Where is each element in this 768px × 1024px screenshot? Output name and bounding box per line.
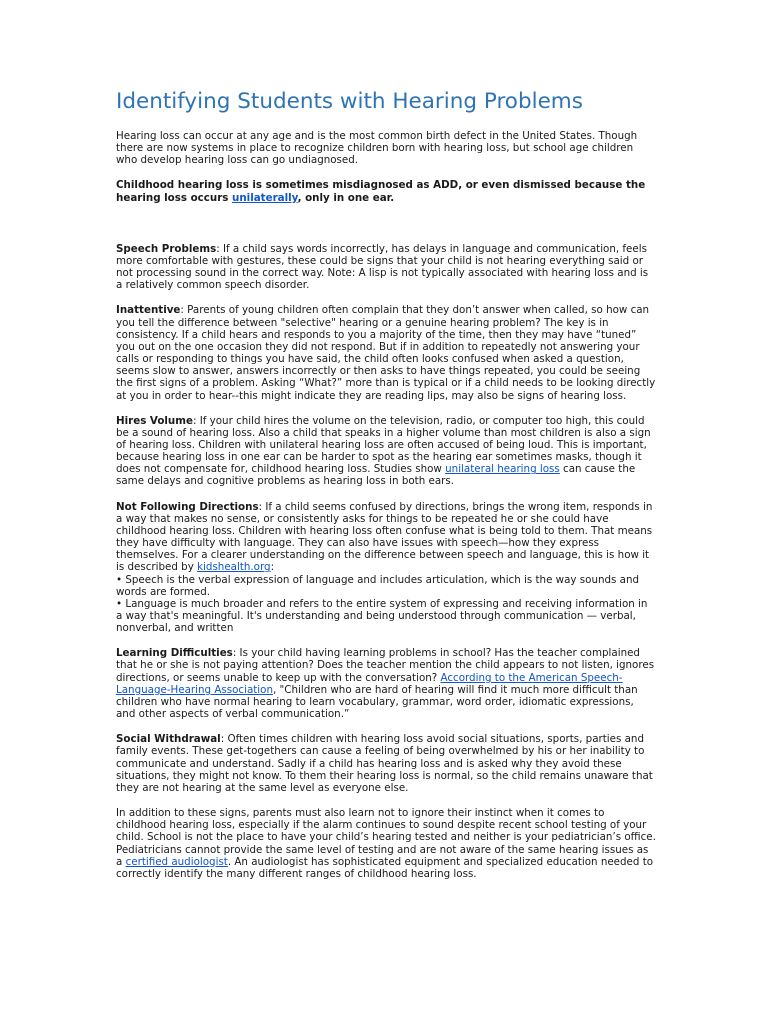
inattentive-paragraph: [116, 304, 656, 401]
hires-volume-text: : If your child hires the volume on the television, radio, or computer too high, this could be a sound of hearing loss. Also a child that speaks in a higher volume than most children is also a sign of hearing loss. Children with unilateral hearing loss are often accused of being loud. This is important, because hearing loss in one ear can be harder to spot as the hearing ear sometimes masks, though it does not compensate for, childhood hearing loss. Studies show: [116, 414, 651, 476]
hires-volume-label: Hires Volume: [116, 414, 193, 427]
speech-problems-paragraph: [116, 243, 656, 292]
hires-volume-paragraph: [116, 415, 656, 488]
social-withdrawal-text: : Often times children with hearing loss avoid social situations, sports, parties and family events. These get-togethers can cause a feeling of being overwhelmed by his or her inability to communicate and understand. Sadly if a child has hearing loss and is asked why they avoid these situations, they might not know. To them their hearing loss is normal, so the child remains unaware that they are not hearing at the same level as everyone else.: [116, 733, 653, 794]
speech-problems-text: : If a child says words incorrectly, has delays in language and communication, feels more comfortable with gestures, these could be signs that your child is not hearing everything said or not processing sound in the correct way. Note: A lisp is not typically associated with hearing loss and is a relatively common speech disorder.: [116, 242, 649, 292]
kidshealth-link[interactable]: kidshealth.org: [197, 561, 271, 574]
not-following-directions-paragraph: [116, 501, 656, 635]
learning-difficulties-label: Learning Difficulties: [116, 647, 233, 660]
unilaterally-link[interactable]: unilaterally: [232, 191, 298, 204]
learning-difficulties-quote: , "Children who are hard of hearing will find it much more difficult than children who have normal hearing to learn vocabulary, grammar, word order, idiomatic expressions, and other aspects of verbal communication.”: [116, 683, 638, 721]
closing-text-end: . An audiologist has sophisticated equipment and specialized education needed to correctly identify the many different ranges of childhood hearing loss.: [116, 855, 654, 880]
inattentive-label: Inattentive: [116, 304, 181, 317]
certified-audiologist-link[interactable]: certified audiologist: [125, 855, 228, 868]
intro-paragraph: Hearing loss can occur at any age and is the most common birth defect in the United States. Though there are now systems in place to recognize children born with hearing loss, but school age children who develop hearing loss can go undiagnosed.: [116, 130, 638, 167]
not-following-directions-colon: :: [270, 561, 275, 574]
closing-paragraph: [116, 807, 656, 880]
language-definition-bullet: • Language is much broader and refers to the entire system of expressing and receiving information in a way that's meaningful. It's understanding and being understood through communication — verbal, nonverbal, and written: [116, 597, 648, 635]
learning-difficulties-text: : Is your child having learning problems in school? Has the teacher complained that he or she is not paying attention? Does the teacher mention the child appears to not listen, ignores directions, or seems unable to keep up with the conversation?: [116, 647, 655, 684]
inattentive-text: : Parents of young children often complain that they don’t answer when called, so how can you tell the difference between "selective" hearing or a genuine hearing problem? The key is in consistency. If a child hears and responds to you a majority of the time, then they may have “tuned” you out on the one occasion they did not respond. But if in addition to repeatedly not answering your calls or responding to things you have said, the child often looks confused when asked a question, seems slow to answer, answers incorrectly or then asks to have things repeated, you could be seeing the first signs of a problem. Asking “What?” more than is typical or if a child needs to be looking directly at you in order to hear--this might indicate they are reading lips, may also be signs of hearing loss.: [116, 304, 656, 402]
asha-link[interactable]: According to the American Speech-Language-Hearing Association: [116, 671, 623, 696]
page-title: Identifying Students with Hearing Problems: [116, 89, 583, 114]
learning-difficulties-paragraph: [116, 647, 656, 720]
not-following-directions-text: : If a child seems confused by directions, brings the wrong item, responds in a way that makes no sense, or consistently asks for things to be repeated he or she could have childhood hearing loss. Children with hearing loss often confuse what is being told to them. That means they have difficulty with language. They can also have issues with speech—how they express themselves. For a clearer understanding on the difference between speech and language, this is how it is described by: [116, 500, 653, 574]
lead-text: Childhood hearing loss is sometimes misdiagnosed as ADD, or even dismissed because the hearing loss occurs: [116, 179, 646, 204]
speech-definition-bullet: • Speech is the verbal expression of language and includes articulation, which is the way sounds and words are formed.: [116, 573, 640, 598]
lead-paragraph: [116, 179, 656, 203]
not-following-directions-label: Not Following Directions: [116, 500, 259, 513]
unilateral-hearing-loss-link[interactable]: unilateral hearing loss: [445, 463, 560, 476]
speech-problems-label: Speech Problems: [116, 242, 217, 255]
document-page: [116, 88, 656, 893]
social-withdrawal-paragraph: [116, 733, 656, 794]
closing-text: In addition to these signs, parents must also learn not to ignore their instinct when it comes to childhood hearing loss, especially if the alarm continues to sound despite recent school testing of your child. School is not the place to have your child’s hearing tested and neither is your pediatrician’s office. Pediatricians cannot provide the same level of testing and are not aware of the same hearing issues as a: [116, 807, 656, 868]
social-withdrawal-label: Social Withdrawal: [116, 733, 221, 746]
hires-volume-text-end: can cause the same delays and cognitive problems as hearing loss in both ears.: [116, 463, 636, 488]
lead-text-end: , only in one ear.: [297, 191, 395, 204]
